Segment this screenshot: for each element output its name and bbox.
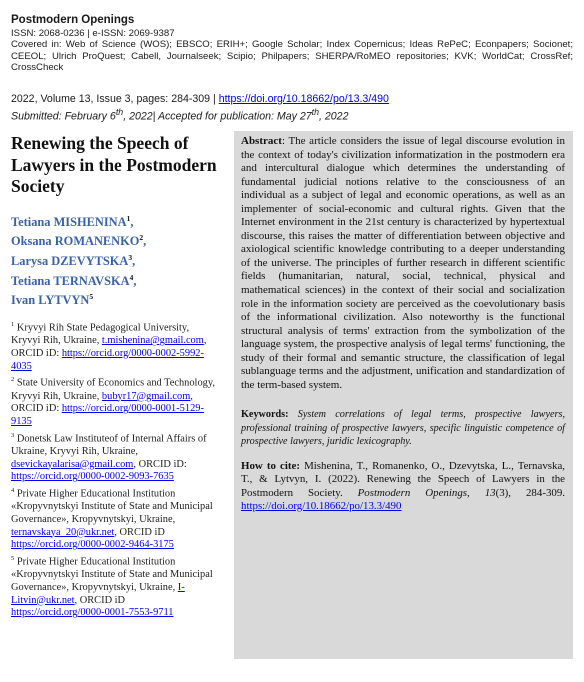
orcid-label: , ORCID iD: [11, 390, 193, 415]
affiliation-text: Private Higher Educational Institution «Kropyvnytskyi Institute of State and Municipal Governance», Kropyvnytskyi, Ukraine, [11, 556, 213, 593]
submitted-date: Submitted: February 6 [11, 110, 116, 123]
issn-line: ISSN: 2068-0236 | e-ISSN: 2069-9387 [11, 28, 175, 39]
indexing-list: Covered in: Web of Science (WOS); EBSCO; ERIH+; Google Scholar; Index Copernicus; Ideas RePeC; Econpapers; Socionet; CEEOL; Ulrich ProQuest; Cabell, Journalseek; Scipio; Philpapers; SHERPA/RoMEO repositories; KVK; WorldCat; CrossRef; CrossCheck [11, 39, 573, 73]
accepted-date-sup: th [311, 107, 320, 118]
author [11, 250, 221, 270]
orcid-label: , ORCID iD: [133, 458, 187, 470]
cite-journal: Postmodern Openings, 13 [357, 486, 496, 499]
publication-meta [11, 93, 573, 124]
orcid-link[interactable]: https://orcid.org/0000-0001-7553-9711 [11, 607, 174, 619]
affiliation-sup: 3 [11, 431, 15, 439]
affiliation [11, 319, 221, 373]
author-name: Tetiana TERNAVSKA [11, 273, 130, 288]
author-sep: , [132, 254, 136, 269]
cite-label: How to cite: [241, 460, 300, 472]
how-to-cite [241, 460, 565, 513]
issue-line [11, 93, 573, 106]
author-name: Oksana ROMANENKO [11, 234, 140, 249]
orcid-link[interactable]: https://orcid.org/0000-0002-9093-7635 [11, 471, 174, 483]
author-list [11, 211, 221, 310]
journal-name: Postmodern Openings [11, 14, 135, 26]
abstract-body: : The article considers the issue of legal discourse evolution in the context of today's civilization informatization in the postmodern era and intercultural dialogue which determines the understanding of fundamental judicial notions relative to the consciousness of an individual as a subject of legal and economic operations, as well as an implementer of social-economic and cultural rights. Given that the Internet environment in the 21st century is characterized by hypertextual discourse, this raises the matter of differentiation between objective and axiological scientific knowledge contributing to a deeper understanding of the universe. The principles of further research in different scientific fields (humanitarian, natural, social, technical, physical and mathematical sciences) in the context of their social and socialization role in the information society are perceived as the coevolutionary basis of the informational civilization. Also noteworthy is the functional structural analysis of terms' extraction from the symbolization of the language system, the prospective analysis of legal terms' functioning, the study of their formal and semantic structure, the classification of legal sublanguage terms and the adjustment, unification and standardization of the term-based system. [241, 135, 565, 391]
affiliation [11, 430, 221, 484]
author-sep: , [133, 273, 137, 288]
affiliation-sup: 2 [11, 376, 15, 384]
left-column [11, 133, 221, 621]
author-name: Ivan LYTVYN [11, 293, 90, 308]
email-link[interactable]: dsevickayalarisa@gmail.com [11, 458, 134, 470]
affiliation-text: State University of Economics and Technology, Kryvyi Rih, Ukraine, [11, 377, 215, 402]
email-link[interactable]: bubyr17@gmail.com [101, 390, 191, 402]
abstract-label: Abstract [241, 135, 282, 147]
email-link[interactable]: t.mishenina@gmail.com [101, 335, 204, 347]
abstract-panel [234, 131, 573, 659]
author-sep: , [130, 214, 134, 229]
issue-info: 2022, Volume 13, Issue 3, pages: 284-309 | [11, 93, 219, 105]
accepted-date: , 2022| Accepted for publication: May 27 [123, 110, 312, 123]
dates-line [11, 106, 573, 124]
orcid-label: , ORCID iD [114, 526, 165, 538]
affiliation-text: Private Higher Educational Institution «Kropyvnytskyi Institute of State and Municipal Governance», Kropyvnytskyi, Ukraine, [11, 488, 213, 525]
affiliation-sup: 1 [11, 321, 15, 329]
author-sup: 2 [139, 233, 144, 243]
author-sup: 4 [129, 272, 134, 282]
keywords-label: Keywords: [241, 409, 289, 421]
cite-issue: (3), 284-309. [495, 486, 566, 499]
author-sep: , [143, 234, 147, 249]
email-link[interactable]: I-Litvin@ukr.net [11, 581, 185, 606]
affiliation [11, 485, 221, 552]
keywords-list: System correlations of legal terms, prospective lawyers, professional training of prospective lawyers, specific linguistic competence of prospective lawyers, juridic lexicography. [241, 409, 565, 447]
orcid-link[interactable]: https://orcid.org/0000-0001-5129-9135 [11, 403, 204, 427]
affiliation-sup: 5 [11, 554, 15, 562]
orcid-label: , ORCID iD: [11, 335, 207, 359]
cite-text: Mishenina, T., Romanenko, O., Dzevytska, L., Ternavska, T., & Lytvyn, I. (2022). Renewing the Speech of Lawyers in the Postmodern Society. [241, 460, 566, 499]
affiliation-text: Donetsk Law Instituteof of Internal Affairs of Ukraine, Kryvyi Rih, Ukraine, [11, 433, 207, 457]
journal-header [11, 13, 573, 73]
orcid-link[interactable]: https://orcid.org/0000-0002-5992-4035 [11, 347, 204, 372]
affiliation-sup: 4 [11, 486, 15, 494]
orcid-label: , ORCID iD [74, 594, 126, 606]
author [11, 211, 221, 231]
author-sup: 5 [89, 292, 94, 302]
doi-link[interactable]: https://doi.org/10.18662/po/13.3/490 [218, 93, 389, 105]
author-sup: 3 [128, 252, 133, 262]
cite-doi-link[interactable]: https://doi.org/10.18662/po/13.3/490 [241, 499, 402, 512]
abstract [241, 135, 565, 392]
affiliation [11, 553, 221, 620]
orcid-link[interactable]: https://orcid.org/0000-0002-9464-3175 [11, 539, 174, 551]
affiliation-list [11, 319, 221, 620]
affiliation-text: Kryvyi Rih State Pedagogical University, Kryvyi Rih, Ukraine, [11, 322, 190, 347]
author [11, 270, 221, 290]
email-link[interactable]: ternavskaya_20@ukr.net [11, 526, 115, 538]
affiliation [11, 374, 221, 428]
author [11, 230, 221, 250]
author [11, 289, 221, 309]
submitted-date-sup: th [115, 107, 124, 118]
author-name: Tetiana MISHENINA [11, 214, 127, 229]
abstract-content [241, 135, 565, 513]
author-sup: 1 [126, 213, 131, 223]
paper-title: Renewing the Speech of Lawyers in the Postmodern Society [11, 133, 217, 196]
accepted-year: , 2022 [319, 110, 349, 123]
author-name: Larysa DZEVYTSKA [11, 254, 129, 269]
keywords [241, 408, 565, 448]
